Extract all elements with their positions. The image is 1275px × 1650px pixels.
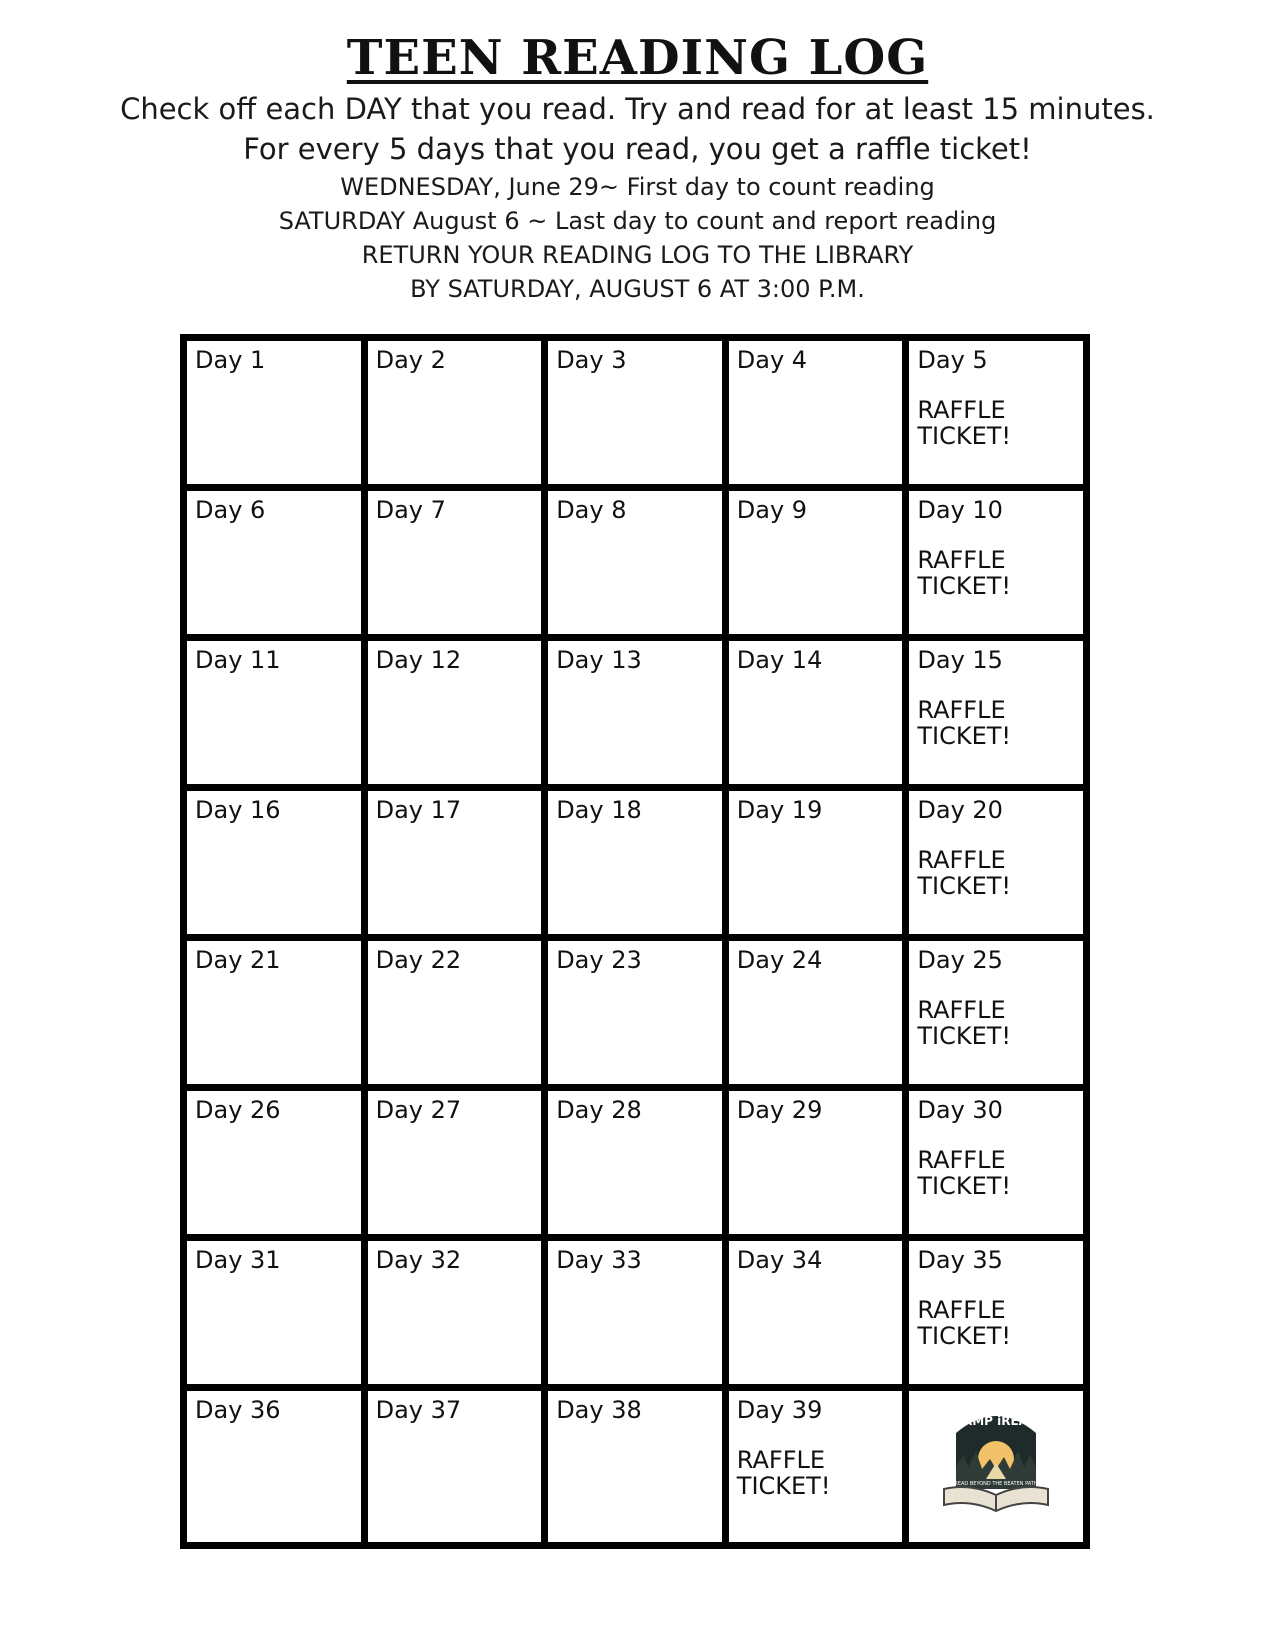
day-cell[interactable] xyxy=(545,1238,726,1388)
instructions-line-1: Check off each DAY that you read. Try and read for at least 15 minutes. xyxy=(120,92,1155,126)
day-cell[interactable] xyxy=(364,638,545,788)
day-label: Day 12 xyxy=(375,646,462,674)
day-label: Day 19 xyxy=(736,796,823,824)
raffle-label-line-1: RAFFLE xyxy=(736,1445,826,1474)
day-label: Day 21 xyxy=(195,946,281,974)
raffle-ticket-label xyxy=(917,1147,1075,1200)
day-cell[interactable] xyxy=(906,338,1087,488)
day-cell[interactable] xyxy=(364,1088,545,1238)
day-label: Day 27 xyxy=(375,1096,462,1124)
day-label: Day 18 xyxy=(556,796,642,824)
day-cell[interactable] xyxy=(184,938,365,1088)
day-label: Day 39 xyxy=(736,1396,823,1424)
log-row xyxy=(184,1238,1087,1388)
day-label: Day 20 xyxy=(917,796,1003,824)
day-label: Day 6 xyxy=(195,496,266,524)
log-row xyxy=(184,938,1087,1088)
day-label: Day 24 xyxy=(736,946,823,974)
raffle-ticket-label xyxy=(737,1447,895,1500)
day-label: Day 38 xyxy=(556,1396,642,1424)
day-cell[interactable] xyxy=(725,1088,906,1238)
day-cell[interactable] xyxy=(725,938,906,1088)
day-label: Day 28 xyxy=(556,1096,642,1124)
raffle-ticket-label xyxy=(917,697,1075,750)
day-label: Day 34 xyxy=(736,1246,823,1274)
day-cell[interactable] xyxy=(906,938,1087,1088)
day-cell[interactable] xyxy=(364,788,545,938)
raffle-label-line-1: RAFFLE xyxy=(917,845,1006,874)
day-cell[interactable] xyxy=(906,638,1087,788)
raffle-label-line-1: RAFFLE xyxy=(917,995,1006,1024)
day-cell[interactable] xyxy=(364,1238,545,1388)
day-cell[interactable] xyxy=(906,488,1087,638)
raffle-ticket-label xyxy=(917,547,1075,600)
reading-log-grid xyxy=(180,334,1090,1549)
logo-tagline-text: READ BEYOND THE BEATEN PATH xyxy=(954,1481,1038,1487)
raffle-label-line-1: RAFFLE xyxy=(917,1145,1006,1174)
day-label: Day 10 xyxy=(917,496,1003,524)
day-label: Day 26 xyxy=(195,1096,281,1124)
day-cell[interactable] xyxy=(184,1388,365,1546)
logo-cell xyxy=(906,1388,1087,1546)
instructions-line-2: For every 5 days that you read, you get a raffle ticket! xyxy=(243,132,1032,166)
raffle-ticket-label xyxy=(917,997,1075,1050)
day-cell[interactable] xyxy=(364,338,545,488)
day-cell[interactable] xyxy=(545,1388,726,1546)
day-cell[interactable] xyxy=(725,488,906,638)
day-cell[interactable] xyxy=(906,1238,1087,1388)
day-label: Day 25 xyxy=(917,946,1003,974)
day-label: Day 11 xyxy=(195,646,281,674)
day-cell[interactable] xyxy=(364,488,545,638)
day-cell[interactable] xyxy=(545,338,726,488)
day-label: Day 35 xyxy=(917,1246,1003,1274)
day-label: Day 31 xyxy=(195,1246,281,1274)
day-cell[interactable] xyxy=(184,1238,365,1388)
raffle-label-line-2: TICKET! xyxy=(917,571,1012,600)
day-cell[interactable] xyxy=(184,338,365,488)
raffle-label-line-1: RAFFLE xyxy=(917,395,1006,424)
day-label: Day 16 xyxy=(195,796,281,824)
day-cell[interactable] xyxy=(364,938,545,1088)
raffle-ticket-label xyxy=(917,397,1075,450)
start-date-line: WEDNESDAY, June 29~ First day to count reading xyxy=(340,173,935,201)
day-label: Day 36 xyxy=(195,1396,281,1424)
day-cell[interactable] xyxy=(545,1088,726,1238)
day-label: Day 5 xyxy=(917,346,988,374)
raffle-label-line-2: TICKET! xyxy=(917,1021,1012,1050)
day-label: Day 1 xyxy=(195,346,266,374)
page-title: TEEN READING LOG xyxy=(346,30,929,86)
day-cell[interactable] xyxy=(545,638,726,788)
day-label: Day 9 xyxy=(736,496,808,524)
raffle-label-line-2: TICKET! xyxy=(917,721,1012,750)
return-deadline-line: BY SATURDAY, AUGUST 6 AT 3:00 P.M. xyxy=(410,275,865,303)
day-cell[interactable] xyxy=(545,788,726,938)
day-cell[interactable] xyxy=(725,788,906,938)
logo-title-text: CAMP iREAD xyxy=(954,1414,1039,1428)
day-cell[interactable] xyxy=(906,1088,1087,1238)
raffle-ticket-label xyxy=(917,1297,1075,1350)
end-date-line: SATURDAY August 6 ~ Last day to count and report reading xyxy=(278,207,997,235)
day-label: Day 14 xyxy=(736,646,823,674)
raffle-label-line-1: RAFFLE xyxy=(917,545,1006,574)
raffle-label-line-2: TICKET! xyxy=(917,1321,1012,1350)
day-label: Day 4 xyxy=(736,346,808,374)
day-label: Day 7 xyxy=(375,496,446,524)
day-cell[interactable] xyxy=(184,1088,365,1238)
day-cell[interactable] xyxy=(906,788,1087,938)
raffle-label-line-2: TICKET! xyxy=(917,421,1012,450)
log-row xyxy=(184,1088,1087,1238)
day-label: Day 37 xyxy=(375,1396,462,1424)
day-cell[interactable] xyxy=(725,638,906,788)
day-cell[interactable] xyxy=(725,1238,906,1388)
raffle-label-line-2: TICKET! xyxy=(917,871,1012,900)
log-row xyxy=(184,638,1087,788)
log-row xyxy=(184,1388,1087,1546)
day-cell[interactable] xyxy=(545,488,726,638)
day-label: Day 13 xyxy=(556,646,642,674)
day-label: Day 33 xyxy=(556,1246,642,1274)
day-cell[interactable] xyxy=(725,338,906,488)
day-label: Day 8 xyxy=(556,496,627,524)
day-cell[interactable] xyxy=(725,1388,906,1546)
day-cell[interactable] xyxy=(364,1388,545,1546)
day-cell[interactable] xyxy=(184,638,365,788)
day-label: Day 30 xyxy=(917,1096,1003,1124)
raffle-label-line-2: TICKET! xyxy=(736,1471,831,1500)
day-label: Day 15 xyxy=(917,646,1003,674)
day-label: Day 17 xyxy=(375,796,462,824)
log-row xyxy=(184,488,1087,638)
camp-iread-logo-icon xyxy=(930,1397,1062,1529)
day-label: Day 2 xyxy=(375,346,446,374)
day-label: Day 22 xyxy=(375,946,462,974)
day-cell[interactable] xyxy=(184,488,365,638)
day-label: Day 23 xyxy=(556,946,642,974)
day-label: Day 32 xyxy=(375,1246,462,1274)
raffle-label-line-2: TICKET! xyxy=(917,1171,1012,1200)
log-row xyxy=(184,788,1087,938)
day-cell[interactable] xyxy=(545,938,726,1088)
raffle-ticket-label xyxy=(917,847,1075,900)
day-label: Day 3 xyxy=(556,346,627,374)
raffle-label-line-1: RAFFLE xyxy=(917,695,1006,724)
log-row xyxy=(184,338,1087,488)
day-cell[interactable] xyxy=(184,788,365,938)
raffle-label-line-1: RAFFLE xyxy=(917,1295,1006,1324)
return-instructions-line: RETURN YOUR READING LOG TO THE LIBRARY xyxy=(361,241,914,269)
day-label: Day 29 xyxy=(736,1096,823,1124)
